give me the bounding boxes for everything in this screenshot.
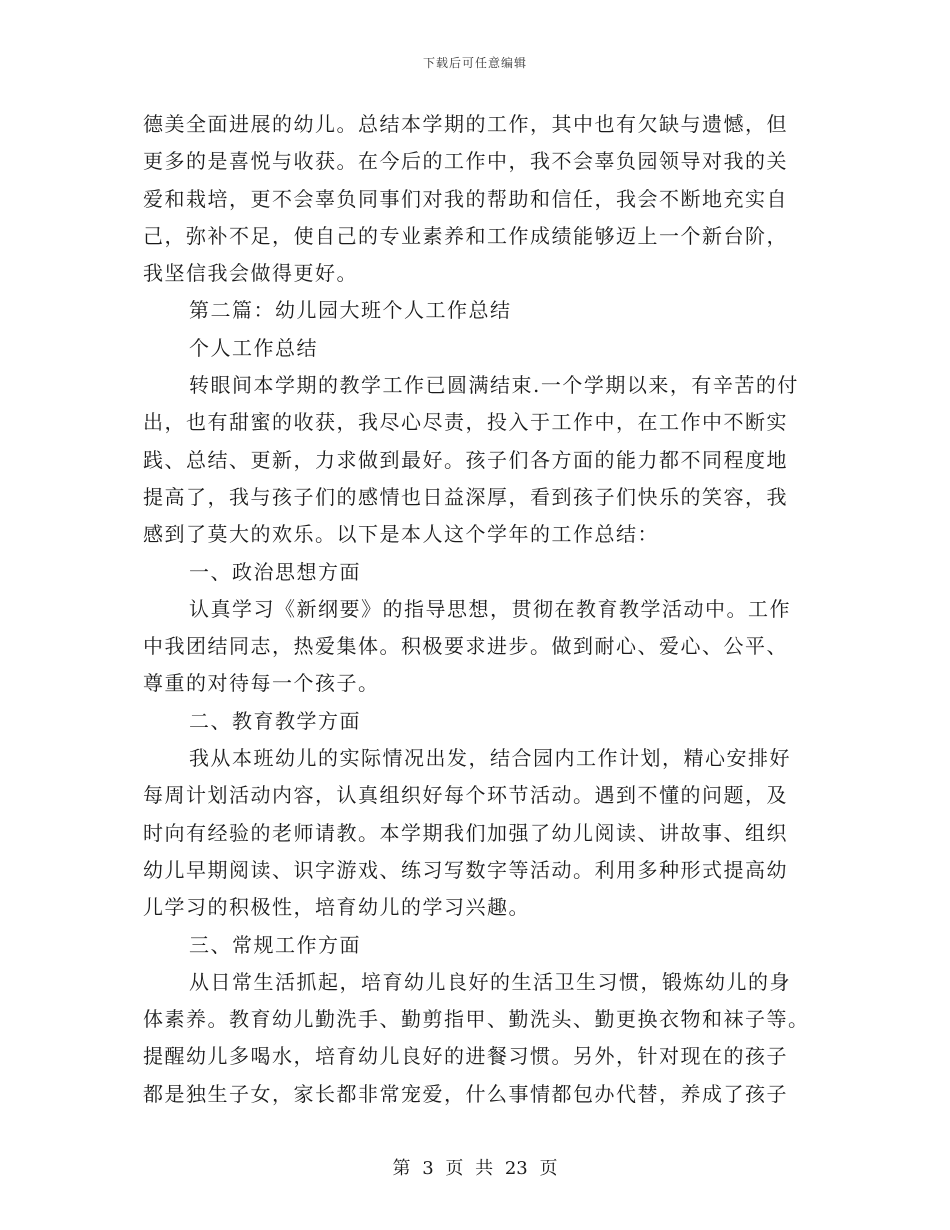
text-line: 爱和栽培，更不会辜负同事们对我的帮助和信任，我会不断地充实自 xyxy=(143,186,788,211)
text-line: 我从本班幼儿的实际情况出发，结合园内工作计划，精心安排好 xyxy=(189,746,791,771)
text-line: 我坚信我会做得更好。 xyxy=(143,261,358,286)
text-line: 二、教育教学方面 xyxy=(189,708,361,733)
text-line: 尊重的对待每一个孩子。 xyxy=(143,671,380,696)
text-line: 德美全面进展的幼儿。总结本学期的工作，其中也有欠缺与遗憾，但 xyxy=(143,112,788,136)
text-line: 转眼间本学期的教学工作已圆满结束.一个学期以来，有辛苦的付 xyxy=(189,373,799,398)
text-line: 从日常生活抓起，培育幼儿良好的生活卫生习惯，锻炼幼儿的身 xyxy=(189,969,791,994)
text-line: 出，也有甜蜜的收获，我尽心尽责，投入于工作中，在工作中不断实 xyxy=(143,410,788,435)
text-line: 践、总结、更新，力求做到最好。孩子们各方面的能力都不同程度地 xyxy=(143,447,788,472)
text-line: 认真学习《新纲要》的指导思想，贯彻在教育教学活动中。工作 xyxy=(189,596,791,621)
text-line: 一、政治思想方面 xyxy=(189,559,361,584)
text-line: 幼儿早期阅读、识字游戏、练习写数字等活动。利用多种形式提高幼 xyxy=(143,857,788,882)
document-body xyxy=(143,106,808,1113)
text-line: 第二篇：幼儿园大班个人工作总结 xyxy=(189,298,512,323)
text-line: 更多的是喜悦与收获。在今后的工作中，我不会辜负园领导对我的关 xyxy=(143,149,788,174)
text-line: 三、常规工作方面 xyxy=(189,932,361,957)
page-footer: 第 3 页 共 23 页 xyxy=(392,1158,558,1179)
page-header: 下载后可任意编辑 xyxy=(422,56,527,70)
text-line: 时向有经验的老师请教。本学期我们加强了幼儿阅读、讲故事、组织 xyxy=(143,820,788,845)
text-line: 己，弥补不足，使自己的专业素养和工作成绩能够迈上一个新台阶， xyxy=(143,223,788,248)
text-line: 感到了莫大的欢乐。以下是本人这个学年的工作总结： xyxy=(143,522,659,547)
text-line: 体素养。教育幼儿勤洗手、勤剪指甲、勤洗头、勤更换衣物和袜子等。 xyxy=(143,1007,810,1032)
text-line: 提高了，我与孩子们的感情也日益深厚，看到孩子们快乐的笑容，我 xyxy=(143,484,788,509)
text-line: 中我团结同志，热爱集体。积极要求进步。做到耐心、爱心、公平、 xyxy=(143,634,788,659)
text-line: 儿学习的积极性，培育幼儿的学习兴趣。 xyxy=(143,895,530,920)
text-line: 都是独生子女，家长都非常宠爱，什么事情都包办代替，养成了孩子 xyxy=(143,1081,788,1106)
text-line: 个人工作总结 xyxy=(189,335,318,360)
text-line: 提醒幼儿多喝水，培育幼儿良好的进餐习惯。另外，针对现在的孩子 xyxy=(143,1044,788,1069)
text-line: 每周计划活动内容，认真组织好每个环节活动。遇到不懂的问题，及 xyxy=(143,783,788,808)
